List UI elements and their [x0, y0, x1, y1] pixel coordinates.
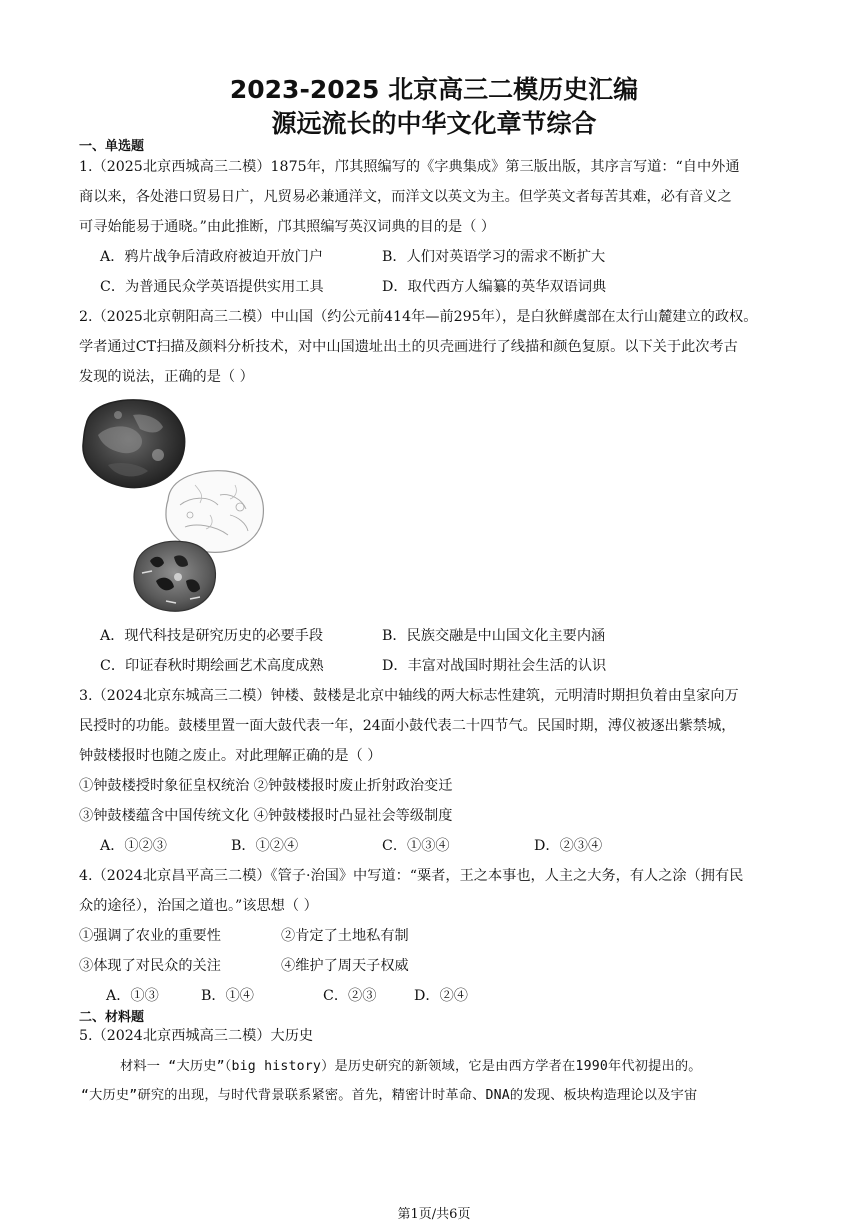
q4-option-a: A．①③	[106, 988, 159, 1004]
q1-stem-line2: 商以来，各处港口贸易日广，凡贸易必兼通洋文，而洋文以英文为主。但学英文者每苦其难，必有音义之	[79, 189, 732, 205]
page-title: 2023-2025 北京高三二模历史汇编	[229, 75, 639, 104]
q3-option-d: D．②③④	[534, 838, 603, 854]
q2-option-c: C．印证春秋时期绘画艺术高度成熟	[100, 658, 324, 674]
q4-stem-line2: 众的途径），治国之道也。”该思想（ ）	[79, 898, 318, 914]
q5-material-line1: 材料一 “大历史”（big history）是历史研究的新领域，它是由西方学者在1990年代初提出的。	[120, 1059, 702, 1074]
q3-option-a: A．①②③	[100, 838, 167, 854]
q4-statement-3: ③体现了对民众的关注	[79, 958, 221, 974]
q3-option-c: C．①③④	[382, 838, 450, 854]
q3-stem-line1: 3.（2024北京东城高三二模）钟楼、鼓楼是北京中轴线的两大标志性建筑，元明清时期担负着由皇家向万	[79, 688, 739, 704]
q2-stem-line3: 发现的说法，正确的是（ ）	[79, 369, 254, 385]
q3-statements-1-2: ①钟鼓楼授时象征皇权统治 ②钟鼓楼报时废止折射政治变迁	[79, 778, 453, 794]
q4-option-b: B．①④	[201, 988, 254, 1004]
q5-title: 5.（2024北京西城高三二模）大历史	[79, 1028, 314, 1044]
q3-stem-line3: 钟鼓楼报时也随之废止。对此理解正确的是（ ）	[79, 748, 382, 764]
q2-option-a: A．现代科技是研究历史的必要手段	[100, 628, 324, 644]
page-subtitle: 源远流长的中华文化章节综合	[271, 109, 597, 138]
section-heading-single-choice: 一、单选题	[79, 139, 145, 154]
q2-option-b: B．民族交融是中山国文化主要内涵	[382, 628, 606, 644]
q1-option-c: C．为普通民众学英语提供实用工具	[100, 279, 324, 295]
section-heading-material: 二、材料题	[79, 1010, 145, 1025]
q1-option-b: B．人们对英语学习的需求不断扩大	[382, 249, 606, 265]
q1-option-d: D．取代西方人编纂的英华双语词典	[382, 279, 607, 295]
page-number: 第1页/共6页	[397, 1207, 471, 1222]
q4-statement-1: ①强调了农业的重要性	[79, 928, 221, 944]
q2-stem-line1: 2.（2025北京朝阳高三二模）中山国（约公元前414年—前295年），是白狄鲜虞部在太行山麓建立的政权。	[79, 309, 758, 325]
q2-option-d: D．丰富对战国时期社会生活的认识	[382, 658, 607, 674]
q3-statements-3-4: ③钟鼓楼蕴含中国传统文化 ④钟鼓楼报时凸显社会等级制度	[79, 808, 453, 824]
q4-option-d: D．②④	[414, 988, 468, 1004]
q4-option-c: C．②③	[323, 988, 377, 1004]
q1-option-a: A．鸦片战争后清政府被迫开放门户	[100, 249, 324, 265]
q2-stem-line2: 学者通过CT扫描及颜料分析技术，对中山国遗址出土的贝壳画进行了线描和颜色复原。以下关于此次考古	[79, 339, 738, 355]
q5-material-line2: “大历史”研究的出现，与时代背景联系紧密。首先，精密计时革命、DNA的发现、板块构造理论以及宇宙	[81, 1088, 698, 1103]
q3-stem-line2: 民授时的功能。鼓楼里置一面大鼓代表一年，24面小鼓代表二十四节气。民国时期，溥仪被逐出紫禁城，	[79, 718, 736, 734]
q1-stem-line3: 可寻始能易于通晓。”由此推断，邝其照编写英汉词典的目的是（ ）	[79, 219, 496, 235]
q4-statement-4: ④维护了周天子权威	[281, 958, 409, 974]
q4-statement-2: ②肯定了土地私有制	[281, 928, 409, 944]
shell-color-restoration-image	[130, 537, 220, 615]
q1-stem-line1: 1.（2025北京西城高三二模）1875年，邝其照编写的《字典集成》第三版出版，其序言写道：“自中外通	[79, 159, 740, 175]
q3-option-b: B．①②④	[231, 838, 299, 854]
q4-stem-line1: 4.（2024北京昌平高三二模）《管子·治国》中写道：“粟者，王之本事也，人主之大务，有人之涂（拥有民	[79, 868, 744, 884]
